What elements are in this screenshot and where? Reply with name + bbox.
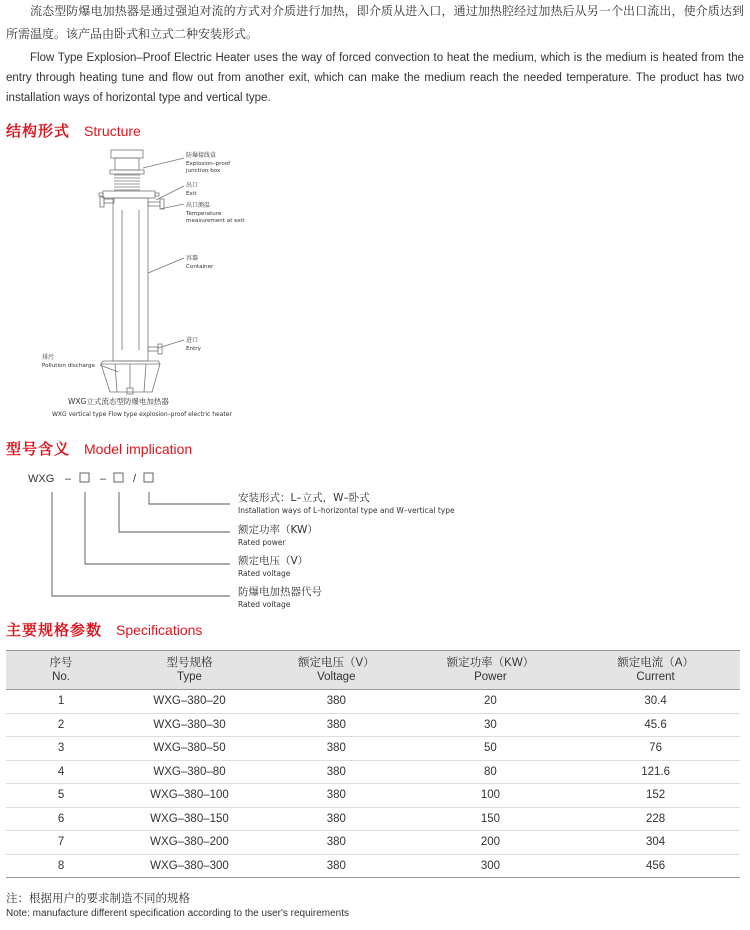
cell-power: 100: [410, 784, 571, 808]
header-no-zh: 序号: [49, 657, 73, 669]
label-junction-en2: junction box: [186, 168, 221, 174]
model-item-3-en: Rated voltage: [238, 569, 291, 578]
note-en: Note: manufacture different specification according to the user's requirements: [6, 908, 350, 919]
header-no: [6, 651, 116, 690]
label-entry-en: Entry: [186, 346, 201, 352]
header-current-zh: 额定电流（A）: [617, 657, 694, 669]
cell-current: 30.4: [571, 690, 740, 714]
header-voltage-en: Voltage: [317, 671, 356, 683]
cell-power: 300: [410, 854, 571, 878]
label-temp-en2: measurement at exit: [186, 218, 245, 224]
model-item-1-en: Installation ways of L–horizontal type and W–vertical type: [238, 506, 455, 515]
entry-nozzle: [148, 347, 158, 351]
header-power-en: Power: [474, 671, 507, 683]
label-temp-zh: 出口测温: [186, 202, 211, 209]
cell-power: 50: [410, 737, 571, 761]
cell-type: WXG–380–300: [116, 854, 263, 878]
label-junction-en1: Explosion–proof: [186, 161, 231, 167]
cell-voltage: 380: [263, 831, 410, 855]
header-voltage-zh: 额定电压（V）: [297, 657, 375, 669]
label-temp-en1: Temperature: [186, 211, 222, 217]
cell-type: WXG–380–80: [116, 760, 263, 784]
header-no-en: No.: [52, 671, 70, 683]
cell-current: 45.6: [571, 713, 740, 737]
header-current: [571, 651, 740, 690]
model-item-4-en: Rated voltage: [238, 600, 291, 609]
base-flange: [101, 361, 160, 364]
cell-current: 304: [571, 831, 740, 855]
specs-header-row: [6, 651, 740, 690]
intro-zh: 流态型防爆电加热器是通过强迫对流的方式对介质进行加热，即介质从进入口，通过加热腔经过加热后从另一个出口流出，使介质达到所需温度。该产品由卧式和立式二种安装形式。: [6, 4, 744, 41]
cell-power: 150: [410, 807, 571, 831]
model-title-zh: 型号含义: [6, 441, 71, 458]
label-container-zh: 容器: [186, 255, 199, 262]
model-item-4-zh: 防爆电加热器代号: [238, 586, 322, 598]
header-current-en: Current: [636, 671, 675, 683]
header-type: [116, 651, 263, 690]
structure-heading: [6, 120, 141, 141]
cell-no: 7: [6, 831, 116, 855]
specs-heading: [6, 619, 202, 640]
cell-power: 20: [410, 690, 571, 714]
junction-box-cap: [111, 150, 143, 158]
cell-no: 4: [6, 760, 116, 784]
table-row: [6, 713, 740, 737]
specs-title-en: Specifications: [116, 622, 203, 638]
label-junction-zh: 防爆接线盒: [186, 152, 217, 159]
cell-voltage: 380: [263, 760, 410, 784]
structure-title-zh: 结构形式: [6, 123, 71, 140]
table-row: [6, 831, 740, 855]
cell-no: 3: [6, 737, 116, 761]
leader-code: [52, 492, 230, 596]
label-container-en: Container: [186, 264, 214, 270]
label-entry-zh: 进口: [186, 337, 199, 344]
model-code-diagram: [0, 462, 600, 617]
discharge-valve: [127, 388, 133, 394]
cell-power: 200: [410, 831, 571, 855]
header-power-zh: 额定功率（KW）: [446, 657, 535, 669]
leader-power: [119, 492, 230, 532]
code-box-install: [144, 473, 153, 482]
header-voltage: [263, 651, 410, 690]
cell-no: 8: [6, 854, 116, 878]
model-item-3-zh: 额定电压（V）: [238, 555, 309, 567]
cell-voltage: 380: [263, 737, 410, 761]
table-row: [6, 807, 740, 831]
cell-type: WXG–380–50: [116, 737, 263, 761]
table-row: [6, 784, 740, 808]
cell-type: WXG–380–30: [116, 713, 263, 737]
cell-no: 1: [6, 690, 116, 714]
label-discharge-zh: 排污: [42, 354, 55, 361]
cell-voltage: 380: [263, 784, 410, 808]
model-item-2-en: Rated power: [238, 538, 286, 547]
cell-voltage: 380: [263, 713, 410, 737]
intro-en: Flow Type Explosion–Proof Electric Heater uses the way of forced convection to heat the medium, which is the medium is heated from the entry through heating tune and flow out from another exit, which can make the medium reach the needed temperature. The product has two installation ways of horizontal type and vertical type.: [6, 52, 744, 104]
cell-type: WXG–380–200: [116, 831, 263, 855]
cell-current: 152: [571, 784, 740, 808]
junction-box-fins: [114, 175, 140, 190]
cell-type: WXG–380–100: [116, 784, 263, 808]
code-box-power: [114, 473, 123, 482]
container-body: [113, 198, 148, 361]
diagram-caption-en: WXG vertical type Flow type explosion–proof electric heater: [52, 411, 232, 418]
code-dash-2: –: [100, 473, 107, 485]
cell-no: 5: [6, 784, 116, 808]
code-prefix: WXG: [28, 473, 55, 485]
table-row: [6, 854, 740, 878]
note-zh: 注：根据用户的要求制造不同的规格: [6, 893, 190, 905]
exit-nozzle: [148, 202, 160, 206]
cell-current: 121.6: [571, 760, 740, 784]
cell-voltage: 380: [263, 690, 410, 714]
table-row: [6, 760, 740, 784]
structure-title-en: Structure: [84, 123, 141, 139]
code-box-voltage: [80, 473, 89, 482]
cell-voltage: 380: [263, 854, 410, 878]
cell-power: 30: [410, 713, 571, 737]
label-discharge-en: Pollution discharge: [42, 363, 96, 369]
leader-voltage: [85, 492, 230, 564]
header-type-zh: 型号规格: [166, 657, 213, 669]
code-dash-1: –: [65, 473, 72, 485]
cell-voltage: 380: [263, 807, 410, 831]
model-item-2-zh: 额定功率（KW）: [238, 524, 318, 536]
cell-no: 2: [6, 713, 116, 737]
cell-no: 6: [6, 807, 116, 831]
header-type-en: Type: [177, 671, 202, 683]
heater-diagram: [0, 140, 320, 425]
cell-current: 456: [571, 854, 740, 878]
model-item-1-zh: 安装形式：L–立式，W–卧式: [238, 492, 370, 504]
model-title-en: Model implication: [84, 441, 193, 457]
cell-power: 80: [410, 760, 571, 784]
top-flange: [103, 191, 155, 198]
junction-box-body: [115, 158, 139, 170]
cell-current: 76: [571, 737, 740, 761]
header-power: [410, 651, 571, 690]
table-row: [6, 737, 740, 761]
cell-type: WXG–380–150: [116, 807, 263, 831]
cell-type: WXG–380–20: [116, 690, 263, 714]
model-heading: [6, 438, 192, 459]
label-exit-en: Exit: [186, 191, 197, 197]
code-slash: /: [133, 473, 137, 485]
label-exit-zh: 出口: [186, 182, 199, 189]
table-row: [6, 690, 740, 714]
specs-title-zh: 主要规格参数: [6, 622, 103, 639]
leader-install: [149, 492, 230, 504]
cell-current: 228: [571, 807, 740, 831]
diagram-caption-zh: WXG立式流态型防爆电加热器: [68, 397, 169, 406]
specs-table: [6, 650, 740, 878]
